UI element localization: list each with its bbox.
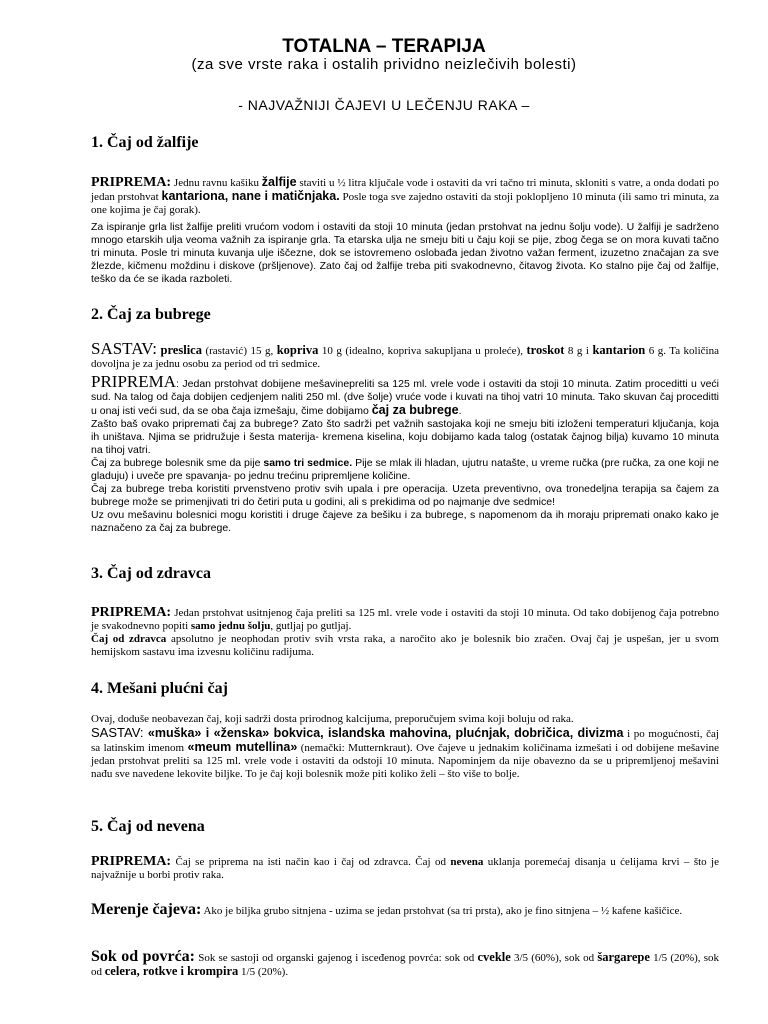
sok-bold: šargarepe (597, 950, 650, 964)
merenje-paragraph (91, 903, 719, 918)
s3-bold: samo jednu šolju (190, 620, 271, 632)
s3-priprema-label: PRIPREMA: (91, 605, 172, 620)
document-title: TOTALNA – TERAPIJA (282, 36, 486, 57)
s5-text: uklanja poremećaj disanja u ćelijama krvi – što je najvažnije u borbi protiv raka. (91, 856, 719, 881)
s1-bold-herbs: kantariona, nane i matičnjaka. (161, 189, 340, 203)
s5-text: Čaj se priprema na isti način kao i čaj od zdravca. Čaj od (171, 856, 451, 868)
s3-text: , gutljaj po gutljaj. (270, 620, 352, 632)
s2-bold-caj: čaj za bubrege (371, 403, 459, 417)
s4-sastav-label: SASTAV: (91, 725, 144, 740)
heading-caj-od-nevena: 5. Čaj od nevena (91, 818, 205, 835)
sok-bold: celera, rotkve i krompira (104, 964, 239, 978)
s2-text: (rastavić) 15 g, (201, 345, 277, 357)
s1-bold-zalfije: žalfije (261, 175, 297, 189)
s4-bold-meum: «meum mutellina» (187, 740, 298, 754)
s2-text: : Jedan prstohvat dobijene mešavinepreliti sa 125 ml. vrele vode i ostaviti da stoji 10 minuta. Zatim proceditti u veći sud. Na talog od čaja dobijen cedjenjem naliti 250 ml. (dve šolje) vruće vode i kuvati na tihoj vatri 10 minuta. Tako skuvan čaj proceditti u onaj isti veći sud, da se oba čaja izmešaju, čime dobijamo (91, 378, 719, 417)
s2-bold-tri-sedmice: samo tri sedmice. (263, 457, 353, 469)
s2-text: 10 g (idealno, kopriva sakupljana u proleće), (318, 345, 527, 357)
sok-label: Sok od povrća: (91, 948, 196, 965)
s1-priprema-label: PRIPREMA: (91, 175, 172, 190)
sok-text: 1/5 (20%). (238, 966, 289, 978)
s3-text: Jedan prstohvat usitnjenog čaja preliti sa 125 ml. vrele vode i ostaviti da stoji 10 minuta. Od tako dobijenog čaja potrebno je svakodnevno popiti (91, 607, 719, 632)
s2-bold: preslica (160, 343, 202, 357)
s2-paragraph-2: Zašto baš ovako pripremati čaj za bubrege? Zato što sadrži pet važnih sastojaka koji ne smeju biti izloženi temperaturi ključanja, koja ih uništava. Njima se pridružuje i šesta materija- kremena kiselina, koju dobijamo kada talog (ostatak čajnog bilja) kuvamo 10 minuta na tihoj vatri. (91, 418, 719, 456)
s2-text: Pije se mlak ili hladan, ujutru natašte, u vreme ručka (pre ručka, za one koji ne gladuju) i uveče pre spavanja- po jednu trećinu pripremljene količine. (91, 457, 720, 482)
s4-intro: Ovaj, doduše neobavezan čaj, koji sadrži dosta prirodnog kalcijuma, preporučujem svima koji boluju od raka. (91, 713, 574, 725)
sok-text: 1/5 (20%), sok od (91, 952, 720, 978)
s2-bold: troskot (526, 343, 565, 357)
s4-paragraph (91, 713, 719, 781)
sok-paragraph (91, 950, 719, 979)
sok-text: 3/5 (60%), sok od (510, 952, 598, 964)
s3-text: apsolutno je neophodan protiv svih vrsta raka, a naročito ako je bolesnik bio zračen. Ovaj čaj je uspešan, jer u svom hemijskom sastavu ima izvesnu količinu radijuma. (91, 633, 719, 658)
s5-paragraph (91, 855, 719, 882)
s2-paragraph-4: Čaj za bubrege treba koristiti prvenstveno protiv svih upala i pre operacija. Uzeta preventivno, ova tronedeljna terapija sa čajem za bubrege može se primenjivati tri do četiri puta u godini, ali s prekidima od po najmanje dve sedmice! (91, 483, 719, 508)
s4-bold-herbs: «muška» i «ženska» bokvica, islandska mahovina, plućnjak, dobričica, divizma (143, 726, 624, 740)
s2-sastav-label: SASTAV: (91, 339, 158, 358)
sok-bold: cvekle (477, 950, 511, 964)
s1-text: Posle toga sve zajedno ostaviti da stoji poklopljeno 10 minuta (ili samo tri minuta, za one kojima je čaj gorak). (91, 191, 719, 216)
s5-bold-nevena: nevena (450, 856, 484, 868)
s2-text: 6 g. Ta količina dovoljna je za jednu osobu za period od tri sedmice. (91, 345, 719, 370)
s3-paragraph (91, 606, 719, 659)
s4-text: (nemački: Mutternkraut). Ove čajeve u jednakim količinama izmešati i od dobijene mešavine jedan prstohvat preliti sa 125 ml. vrele vode i ostaviti da odstoji 10 minuta. Napominjem da nije obavezno da se u pripremljenoj mešavini nađu sve navedene lekovite biljke. To je čaj koji bolesnik može piti koliko želi – što više to bolje. (91, 742, 719, 780)
s5-priprema-label: PRIPREMA: (91, 854, 172, 869)
s1-text: staviti u ½ litra ključale vode i ostaviti da vri tačno tri minuta, skloniti s vatre, a onda dodati po jedan prstohvat (91, 177, 719, 203)
heading-caj-od-zalfije: 1. Čaj od žalfije (91, 134, 199, 151)
heading-mesani-plucni-caj: 4. Mešani plućni čaj (91, 680, 228, 697)
s2-text: . (458, 405, 462, 417)
s2-priprema-label: PRIPREMA (91, 372, 177, 391)
s1-paragraph-2: Za ispiranje grla list žalfije preliti vrućom vodom i ostaviti da stoji 10 minuta (jedan prstohvat na jednu šolju vode). U žalfiji je sadrženo mnogo etarskih ulja veoma važnih za ispiranje grla. Ta etarska ulja ne smeju biti u čaju koji se pije, zbog čega se on mora kuvati tačno tri minuta. Posle tri minuta kuvanja ulje iščezne, dok se istovremeno oslobađa jedan životno važan ferment, izuzetno značajan za sve žlezde, kičmenu moždinu i diskove (pršljenove). Zato čaj od žalfije treba piti svakodnevno, čitavog života. Ko stalno pije čaj od žalfije, teško da će se ikada razboleti. (91, 221, 719, 285)
s2-text: 8 g i (564, 345, 593, 357)
heading-caj-od-zdravca: 3. Čaj od zdravca (91, 565, 211, 582)
document-subtitle: (za sve vrste raka i ostalih prividno neizlečivih bolesti) (191, 56, 577, 73)
s1-paragraph-1 (91, 176, 719, 217)
merenje-text: Ako je biljka grubo sitnjena - uzima se jedan prstohvat (sa tri prsta), ako je fino sitnjena – ½ kafene kašičice. (201, 905, 683, 917)
s2-sastav (91, 339, 719, 371)
heading-caj-za-bubrege: 2. Čaj za bubrege (91, 306, 211, 323)
s2-paragraph-5: Uz ovu mešavinu bolesnici mogu koristiti i druge čajeve za bešiku i za bubrege, s napomenom da ih moraju pripremati onako kako je naznačeno za čaj za bubrege. (91, 509, 719, 534)
merenje-label: Merenje čajeva: (91, 901, 202, 918)
s2-text: Čaj za bubrege bolesnik sme da pije (91, 457, 264, 469)
sok-text: Sok se sastoji od organski gajenog i isceđenog povrća: sok od (195, 952, 478, 964)
s2-priprema (91, 372, 720, 535)
s4-text: i po mogućnosti, čaj sa latinskim imenom (91, 728, 719, 754)
s1-text: Jednu ravnu kašiku (171, 177, 262, 189)
s2-bold: kantarion (592, 343, 646, 357)
s3-bold: Čaj od zdravca (91, 633, 167, 645)
section-heading: - NAJVAŽNIJI ČAJEVI U LEČENJU RAKA – (238, 97, 530, 113)
s2-bold: kopriva (276, 343, 319, 357)
